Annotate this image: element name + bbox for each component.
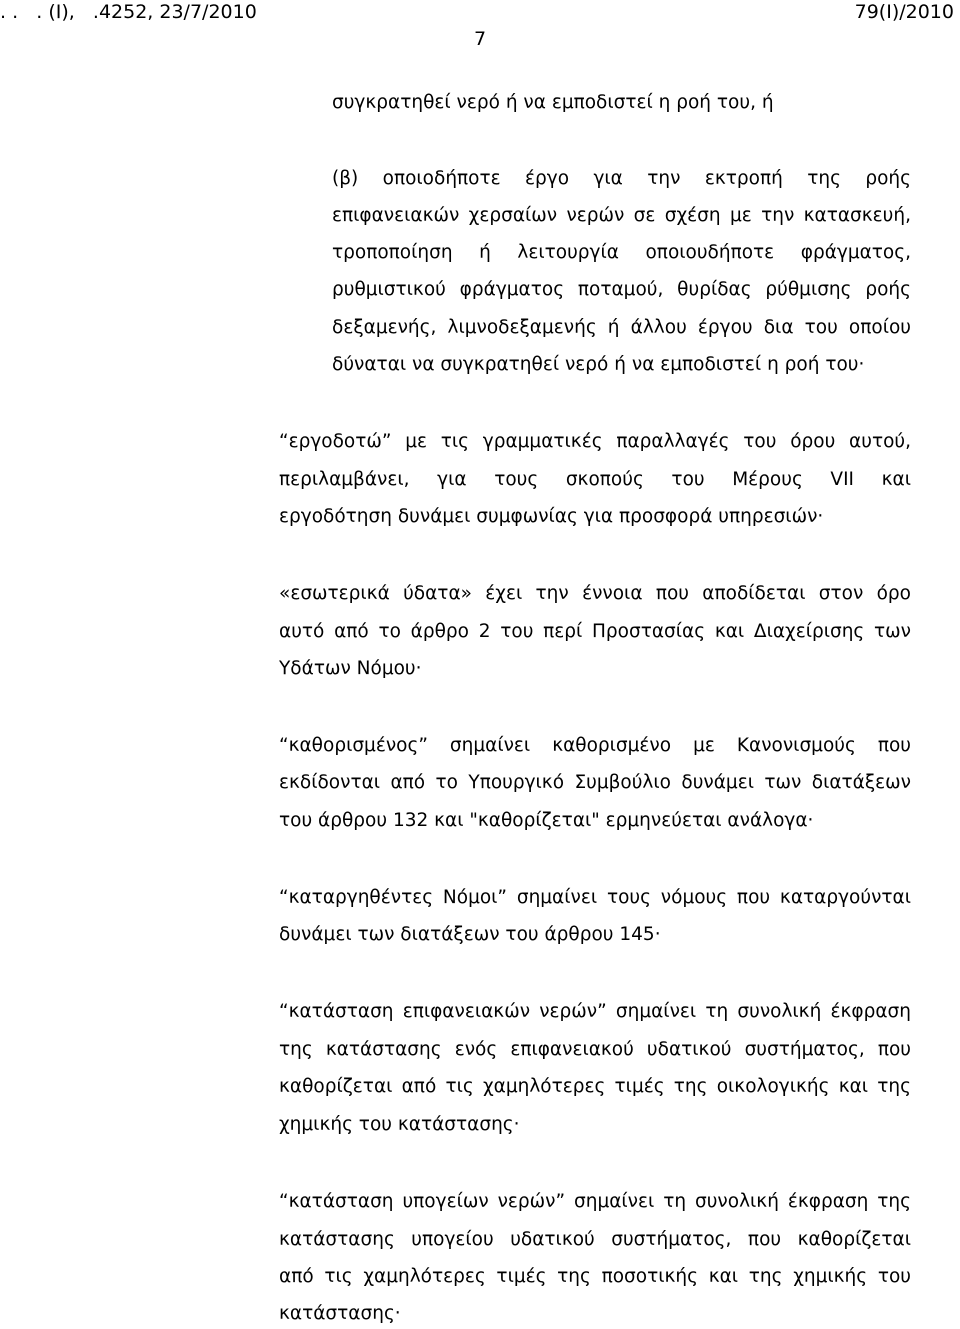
definition-line: αυτό από το άρθρο 2 του περί Προστασίας και Διαχείρισης των	[279, 621, 911, 642]
text-line: δύναται να συγκρατηθεί νερό ή να εμποδιστεί η ροή του·	[332, 354, 865, 375]
definition-line: του άρθρου 132 και "καθορίζεται" ερμηνεύεται ανάλογα·	[279, 810, 814, 831]
text-line: δεξαμενής, λιμνοδεξαμενής ή άλλου έργου δια του οποίου	[332, 317, 911, 338]
page-header	[0, 0, 960, 30]
text-line: ρυθμιστικού φράγματος ποταμού, θυρίδας ρύθμισης ροής	[332, 279, 911, 300]
definition-line: από τις χαμηλότερες τιμές της ποσοτικής και της χημικής του	[279, 1266, 911, 1287]
page-number: 7	[473, 28, 487, 50]
law-number: 79(I)/2010	[854, 1, 954, 23]
definition-line: κατάστασης υπογείου υδατικού συστήματος, που καθορίζεται	[279, 1229, 911, 1250]
definition-line: περιλαμβάνει, για τους σκοπούς του Μέρους VII και	[279, 469, 911, 490]
text-line: επιφανειακών χερσαίων νερών σε σχέση με την κατασκευή,	[332, 205, 911, 226]
text-line: τροποποίηση ή λειτουργία οποιουδήποτε φράγματος,	[332, 242, 911, 263]
definition-line: της κατάστασης ενός επιφανειακού υδατικού συστήματος, που	[279, 1039, 911, 1060]
definition-line: Υδάτων Νόμου·	[279, 658, 422, 679]
definition-line: “κατάσταση υπογείων νερών” σημαίνει τη συνολική έκφραση της	[279, 1191, 911, 1212]
gazette-reference: . . . (Ι), .4252, 23/7/2010	[0, 1, 257, 23]
definition-line: εκδίδονται από το Υπουργικό Συμβούλιο δυνάμει των διατάξεων	[279, 772, 911, 793]
definition-line: “καθορισμένος” σημαίνει καθορισμένο με Κανονισμούς που	[279, 735, 911, 756]
definition-line: «εσωτερικά ύδατα» έχει την έννοια που αποδίδεται στον όρο	[279, 583, 911, 604]
definition-line: δυνάμει των διατάξεων του άρθρου 145·	[279, 924, 661, 945]
definition-line: κατάστασης·	[279, 1303, 401, 1324]
text-line: (β) οποιοδήποτε έργο για την εκτροπή της ροής	[332, 168, 911, 189]
definition-line: εργοδότηση δυνάμει συμφωνίας για προσφορά υπηρεσιών·	[279, 506, 824, 527]
definition-line: καθορίζεται από τις χαμηλότερες τιμές της οικολογικής και της	[279, 1076, 911, 1097]
text-line: συγκρατηθεί νερό ή να εμποδιστεί η ροή του, ή	[332, 92, 774, 113]
definition-line: “καταργηθέντες Νόμοι” σημαίνει τους νόμους που καταργούνται	[279, 887, 911, 908]
definition-line: “κατάσταση επιφανειακών νερών” σημαίνει τη συνολική έκφραση	[279, 1001, 911, 1022]
definition-line: “εργοδοτώ” με τις γραμματικές παραλλαγές του όρου αυτού,	[279, 431, 911, 452]
definition-line: χημικής του κατάστασης·	[279, 1114, 520, 1135]
